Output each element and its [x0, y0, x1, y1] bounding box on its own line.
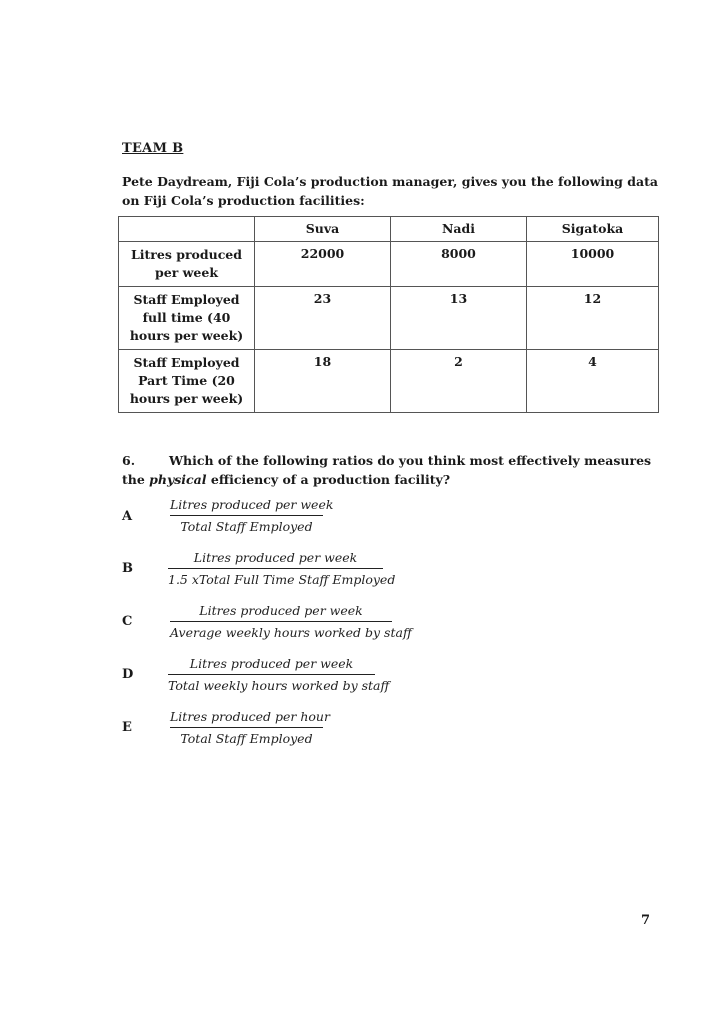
table-row [119, 242, 659, 287]
option-c-fraction [170, 603, 412, 640]
table-header-cell [119, 217, 255, 242]
option-d-denominator: Total weekly hours worked by staff [168, 678, 390, 693]
option-b-fraction [168, 550, 396, 587]
question-text [122, 451, 662, 489]
table-row [119, 350, 659, 413]
page-number: 7 [641, 913, 651, 928]
table-header-suva: Suva [255, 217, 391, 242]
row-label: Litres produced per week [119, 242, 255, 287]
table-cell: 8000 [391, 242, 527, 287]
option-c-denominator: Average weekly hours worked by staff [170, 625, 412, 640]
table-header-row [119, 217, 659, 242]
option-e-numerator: Litres produced per hour [170, 709, 330, 724]
table-header-nadi: Nadi [391, 217, 527, 242]
intro-paragraph: Pete Daydream, Fiji Cola’s production manager, gives you the following data on Fiji Cola’s production facilities: [122, 174, 658, 208]
table-cell: 4 [527, 350, 659, 413]
table-cell: 13 [391, 287, 527, 350]
option-b-letter[interactable]: B [122, 561, 133, 576]
row-label: Staff Employed full time (40 hours per week) [119, 287, 255, 350]
question-emphasis: physical [149, 472, 207, 487]
table-cell: 22000 [255, 242, 391, 287]
question-text-after: efficiency of a production facility? [206, 472, 451, 487]
option-a-denominator: Total Staff Employed [180, 519, 313, 534]
option-c-numerator: Litres produced per week [199, 603, 363, 618]
option-d-numerator: Litres produced per week [189, 656, 354, 671]
option-b-numerator: Litres produced per week [193, 550, 358, 565]
option-a-fraction [170, 497, 334, 534]
question-number: 6. [122, 453, 136, 468]
table-cell: 10000 [527, 242, 659, 287]
table-cell: 23 [255, 287, 391, 350]
option-d-letter[interactable]: D [122, 667, 134, 682]
option-d-fraction [168, 656, 390, 693]
production-table [118, 216, 659, 413]
question-text-before: Which of the following ratios do you think most effectively measures the [122, 453, 652, 487]
option-e-letter[interactable]: E [122, 720, 132, 735]
option-e-denominator: Total Staff Employed [180, 731, 313, 746]
table-cell: 12 [527, 287, 659, 350]
option-a-numerator: Litres produced per week [170, 497, 334, 512]
table-row [119, 287, 659, 350]
table-cell: 18 [255, 350, 391, 413]
option-a-letter[interactable]: A [122, 509, 133, 524]
option-b-denominator: 1.5 xTotal Full Time Staff Employed [168, 572, 396, 587]
option-c-letter[interactable]: C [122, 614, 133, 629]
table-header-sigatoka: Sigatoka [527, 217, 659, 242]
row-label: Staff Employed Part Time (20 hours per week) [119, 350, 255, 413]
section-heading: TEAM B [122, 141, 184, 156]
option-e-fraction [170, 709, 330, 746]
table-cell: 2 [391, 350, 527, 413]
